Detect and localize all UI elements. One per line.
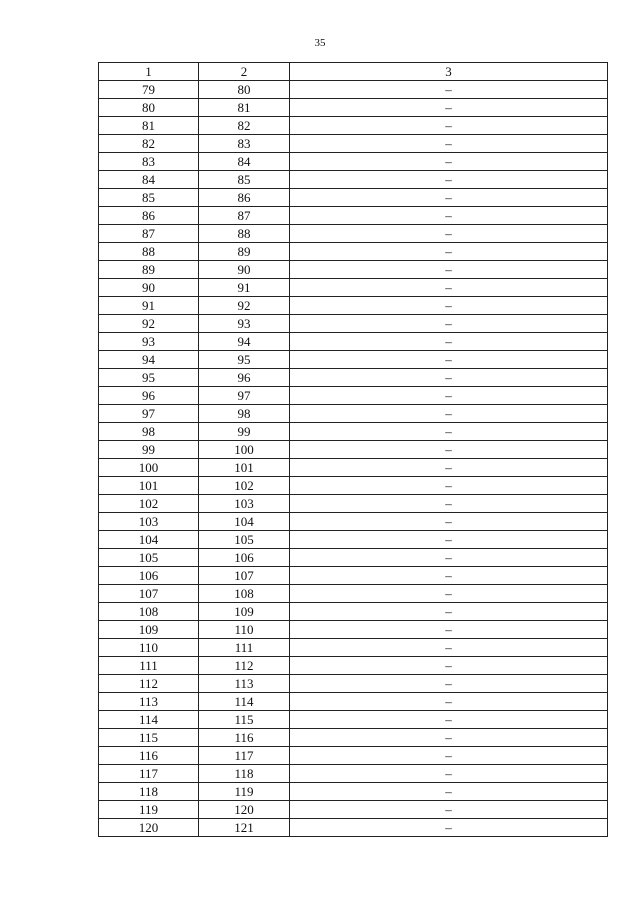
table-cell-col-1: 118 — [99, 783, 199, 801]
table-cell-col-1: 96 — [99, 387, 199, 405]
table-row — [99, 171, 608, 189]
table-cell-col-1: 105 — [99, 549, 199, 567]
table-cell-col-1: 98 — [99, 423, 199, 441]
table-row — [99, 81, 608, 99]
table-cell-col-1: 94 — [99, 351, 199, 369]
table-cell-col-1: 114 — [99, 711, 199, 729]
table-cell-col-3: – — [290, 567, 608, 585]
table-row — [99, 621, 608, 639]
table-cell-col-2: 92 — [199, 297, 290, 315]
table-cell-col-3: – — [290, 801, 608, 819]
table-cell-col-2: 106 — [199, 549, 290, 567]
table-cell-col-3: – — [290, 207, 608, 225]
table-row — [99, 693, 608, 711]
table-cell-col-2: 115 — [199, 711, 290, 729]
table-row — [99, 765, 608, 783]
table-cell-col-3: – — [290, 531, 608, 549]
table-cell-col-2: 104 — [199, 513, 290, 531]
table-row — [99, 675, 608, 693]
table-row — [99, 783, 608, 801]
table-cell-col-1: 79 — [99, 81, 199, 99]
table-cell-col-3: – — [290, 675, 608, 693]
table-cell-col-2: 90 — [199, 261, 290, 279]
table-cell-col-3: – — [290, 693, 608, 711]
table-row — [99, 549, 608, 567]
table-cell-col-2: 103 — [199, 495, 290, 513]
table-cell-col-3: – — [290, 513, 608, 531]
table-cell-col-2: 83 — [199, 135, 290, 153]
table-cell-col-2: 84 — [199, 153, 290, 171]
table-row — [99, 441, 608, 459]
table-cell-col-1: 93 — [99, 333, 199, 351]
table-cell-col-3: – — [290, 261, 608, 279]
table-cell-col-3: – — [290, 783, 608, 801]
table-cell-col-2: 87 — [199, 207, 290, 225]
table-cell-col-2: 108 — [199, 585, 290, 603]
table-row — [99, 351, 608, 369]
table-cell-col-2: 81 — [199, 99, 290, 117]
column-header-2: 2 — [199, 63, 290, 81]
table-cell-col-2: 89 — [199, 243, 290, 261]
table-cell-col-1: 117 — [99, 765, 199, 783]
table-cell-col-1: 109 — [99, 621, 199, 639]
table-cell-col-3: – — [290, 351, 608, 369]
table-cell-col-3: – — [290, 99, 608, 117]
table-cell-col-3: – — [290, 459, 608, 477]
table-cell-col-2: 110 — [199, 621, 290, 639]
table-row — [99, 387, 608, 405]
table-row — [99, 729, 608, 747]
table-cell-col-2: 93 — [199, 315, 290, 333]
table-cell-col-1: 107 — [99, 585, 199, 603]
table-row — [99, 99, 608, 117]
table-cell-col-2: 114 — [199, 693, 290, 711]
table-cell-col-1: 99 — [99, 441, 199, 459]
table-cell-col-1: 103 — [99, 513, 199, 531]
table-row — [99, 117, 608, 135]
table-row — [99, 819, 608, 837]
table-row — [99, 189, 608, 207]
table-cell-col-3: – — [290, 171, 608, 189]
table-cell-col-3: – — [290, 621, 608, 639]
table-cell-col-1: 108 — [99, 603, 199, 621]
table-cell-col-1: 86 — [99, 207, 199, 225]
column-header-3: 3 — [290, 63, 608, 81]
table-cell-col-3: – — [290, 495, 608, 513]
table-row — [99, 207, 608, 225]
table-cell-col-3: – — [290, 243, 608, 261]
table-row — [99, 567, 608, 585]
table-cell-col-2: 119 — [199, 783, 290, 801]
table-cell-col-2: 86 — [199, 189, 290, 207]
table-cell-col-3: – — [290, 135, 608, 153]
table-cell-col-2: 100 — [199, 441, 290, 459]
table-row — [99, 531, 608, 549]
table-cell-col-2: 94 — [199, 333, 290, 351]
table-cell-col-1: 80 — [99, 99, 199, 117]
table-cell-col-1: 113 — [99, 693, 199, 711]
table-cell-col-1: 91 — [99, 297, 199, 315]
table-cell-col-1: 90 — [99, 279, 199, 297]
table-cell-col-1: 104 — [99, 531, 199, 549]
table-cell-col-2: 111 — [199, 639, 290, 657]
table-cell-col-2: 85 — [199, 171, 290, 189]
table-cell-col-2: 118 — [199, 765, 290, 783]
table-cell-col-1: 95 — [99, 369, 199, 387]
table-cell-col-3: – — [290, 117, 608, 135]
table-cell-col-2: 91 — [199, 279, 290, 297]
table-row — [99, 279, 608, 297]
table-cell-col-1: 101 — [99, 477, 199, 495]
table-cell-col-1: 85 — [99, 189, 199, 207]
table-cell-col-3: – — [290, 819, 608, 837]
table-row — [99, 423, 608, 441]
table-cell-col-1: 112 — [99, 675, 199, 693]
table-cell-col-3: – — [290, 585, 608, 603]
table-cell-col-3: – — [290, 153, 608, 171]
table-cell-col-1: 100 — [99, 459, 199, 477]
table-cell-col-1: 102 — [99, 495, 199, 513]
data-table — [98, 62, 608, 837]
table-cell-col-2: 113 — [199, 675, 290, 693]
column-header-1: 1 — [99, 63, 199, 81]
table-row — [99, 513, 608, 531]
table-row — [99, 639, 608, 657]
page-number: 35 — [314, 37, 326, 49]
table-row — [99, 225, 608, 243]
table-cell-col-3: – — [290, 81, 608, 99]
table-cell-col-1: 87 — [99, 225, 199, 243]
table-cell-col-3: – — [290, 747, 608, 765]
table-cell-col-2: 109 — [199, 603, 290, 621]
table-cell-col-2: 95 — [199, 351, 290, 369]
table-cell-col-3: – — [290, 441, 608, 459]
table-cell-col-3: – — [290, 603, 608, 621]
table-cell-col-1: 116 — [99, 747, 199, 765]
table-cell-col-3: – — [290, 315, 608, 333]
table-cell-col-2: 105 — [199, 531, 290, 549]
table-cell-col-3: – — [290, 279, 608, 297]
table-row — [99, 657, 608, 675]
table-row — [99, 261, 608, 279]
table-cell-col-3: – — [290, 387, 608, 405]
table-cell-col-1: 111 — [99, 657, 199, 675]
table-row — [99, 333, 608, 351]
table-body — [99, 63, 608, 837]
table-cell-col-2: 107 — [199, 567, 290, 585]
table-cell-col-3: – — [290, 477, 608, 495]
table-cell-col-3: – — [290, 549, 608, 567]
table-cell-col-1: 82 — [99, 135, 199, 153]
table-cell-col-3: – — [290, 297, 608, 315]
table-cell-col-2: 82 — [199, 117, 290, 135]
table-cell-col-2: 117 — [199, 747, 290, 765]
table-cell-col-2: 101 — [199, 459, 290, 477]
table-cell-col-2: 97 — [199, 387, 290, 405]
table-row — [99, 135, 608, 153]
table-cell-col-1: 119 — [99, 801, 199, 819]
table-row — [99, 153, 608, 171]
table-row — [99, 405, 608, 423]
table-cell-col-2: 102 — [199, 477, 290, 495]
table-row — [99, 243, 608, 261]
table-cell-col-2: 116 — [199, 729, 290, 747]
table-cell-col-3: – — [290, 765, 608, 783]
table-cell-col-2: 120 — [199, 801, 290, 819]
table-header-row — [99, 63, 608, 81]
table-cell-col-3: – — [290, 225, 608, 243]
table-cell-col-1: 110 — [99, 639, 199, 657]
table-row — [99, 495, 608, 513]
table-cell-col-3: – — [290, 369, 608, 387]
table-row — [99, 297, 608, 315]
table-cell-col-2: 121 — [199, 819, 290, 837]
table-row — [99, 459, 608, 477]
table-row — [99, 801, 608, 819]
table-row — [99, 747, 608, 765]
table-cell-col-1: 89 — [99, 261, 199, 279]
table-cell-col-3: – — [290, 657, 608, 675]
table-cell-col-1: 83 — [99, 153, 199, 171]
table-row — [99, 315, 608, 333]
table-cell-col-2: 88 — [199, 225, 290, 243]
table-cell-col-3: – — [290, 333, 608, 351]
table-cell-col-1: 81 — [99, 117, 199, 135]
table-row — [99, 477, 608, 495]
table-cell-col-1: 120 — [99, 819, 199, 837]
table-cell-col-3: – — [290, 189, 608, 207]
table-row — [99, 711, 608, 729]
table-cell-col-2: 112 — [199, 657, 290, 675]
table-row — [99, 585, 608, 603]
table-cell-col-1: 88 — [99, 243, 199, 261]
table-cell-col-3: – — [290, 729, 608, 747]
table-cell-col-1: 106 — [99, 567, 199, 585]
table-row — [99, 603, 608, 621]
table-cell-col-3: – — [290, 405, 608, 423]
table-cell-col-1: 92 — [99, 315, 199, 333]
table-cell-col-1: 84 — [99, 171, 199, 189]
table-cell-col-2: 99 — [199, 423, 290, 441]
table-cell-col-3: – — [290, 711, 608, 729]
table-cell-col-3: – — [290, 639, 608, 657]
table-cell-col-2: 80 — [199, 81, 290, 99]
table-row — [99, 369, 608, 387]
table-cell-col-2: 96 — [199, 369, 290, 387]
table-cell-col-3: – — [290, 423, 608, 441]
table-cell-col-2: 98 — [199, 405, 290, 423]
table-cell-col-1: 115 — [99, 729, 199, 747]
table-cell-col-1: 97 — [99, 405, 199, 423]
